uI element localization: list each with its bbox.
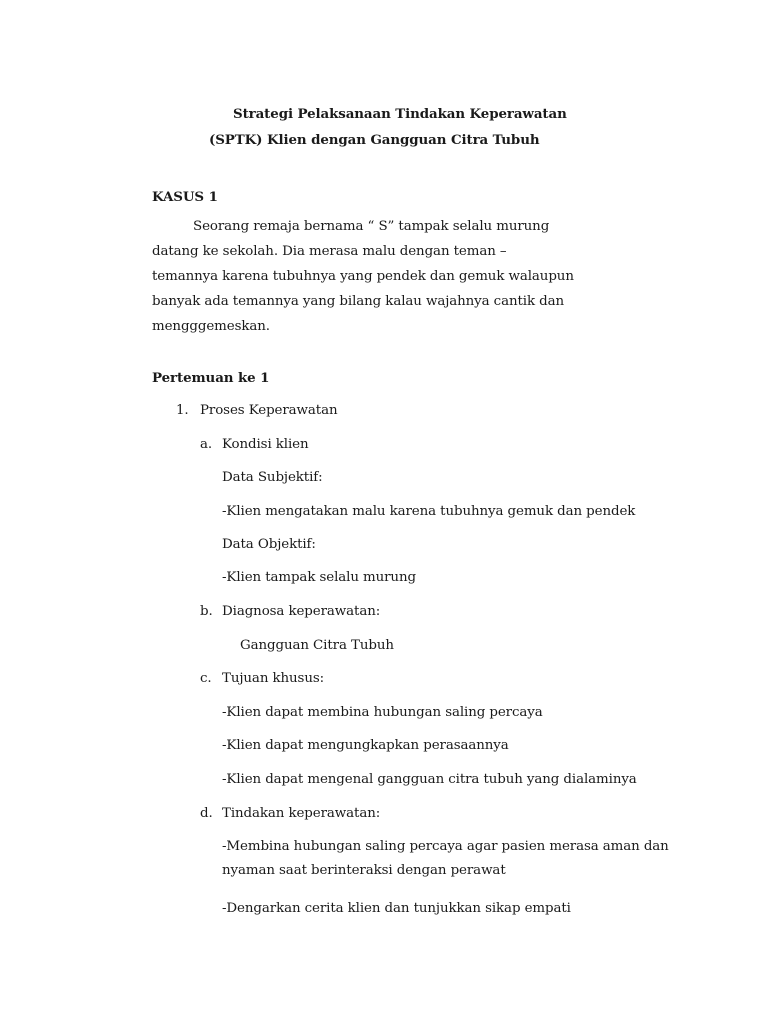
goal-item: -Klien dapat mengenal gangguan citra tubuh yang dialaminya (222, 772, 637, 787)
subjective-value: -Klien mengatakan malu karena tubuhnya gemuk dan pendek (222, 504, 636, 519)
case-paragraph-line: datang ke sekolah. Dia merasa malu dengan teman – (152, 244, 507, 259)
case-paragraph-line: temannya karena tubuhnya yang pendek dan gemuk walaupun (152, 269, 574, 284)
list-item-label: Proses Keperawatan (200, 403, 338, 418)
subjective-label: Data Subjektif: (222, 470, 323, 485)
goal-item: -Klien dapat membina hubungan saling percaya (222, 705, 543, 720)
diagnosis-value: Gangguan Citra Tubuh (240, 638, 394, 653)
title-line-2: (SPTK) Klien dengan Gangguan Citra Tubuh (209, 132, 540, 148)
case-paragraph-line: Seorang remaja bernama “ S” tampak selalu murung (193, 219, 550, 234)
goal-item: -Klien dapat mengungkapkan perasaannya (222, 738, 509, 753)
sublist-label: Kondisi klien (222, 437, 309, 452)
action-item-continuation: nyaman saat berinteraksi dengan perawat (222, 863, 506, 878)
sublist-label: Tindakan keperawatan: (222, 806, 381, 821)
title-line-1: Strategi Pelaksanaan Tindakan Keperawatan (233, 106, 567, 122)
list-number: 1. (176, 403, 189, 418)
sublist-marker: b. (200, 604, 213, 619)
objective-value: -Klien tampak selalu murung (222, 570, 416, 585)
action-item: -Dengarkan cerita klien dan tunjukkan sikap empati (222, 901, 571, 916)
sublist-marker: d. (200, 806, 213, 821)
objective-label: Data Objektif: (222, 537, 316, 552)
case-paragraph-line: banyak ada temannya yang bilang kalau wajahnya cantik dan (152, 294, 565, 309)
case-paragraph-line: mengggemeskan. (152, 319, 270, 334)
meeting-heading: Pertemuan ke 1 (152, 370, 270, 386)
case-heading: KASUS 1 (152, 189, 218, 205)
sublist-marker: c. (200, 671, 212, 686)
sublist-label: Diagnosa keperawatan: (222, 604, 381, 619)
sublist-marker: a. (200, 437, 213, 452)
action-item: -Membina hubungan saling percaya agar pasien merasa aman dan (222, 839, 669, 854)
sublist-label: Tujuan khusus: (222, 671, 325, 686)
